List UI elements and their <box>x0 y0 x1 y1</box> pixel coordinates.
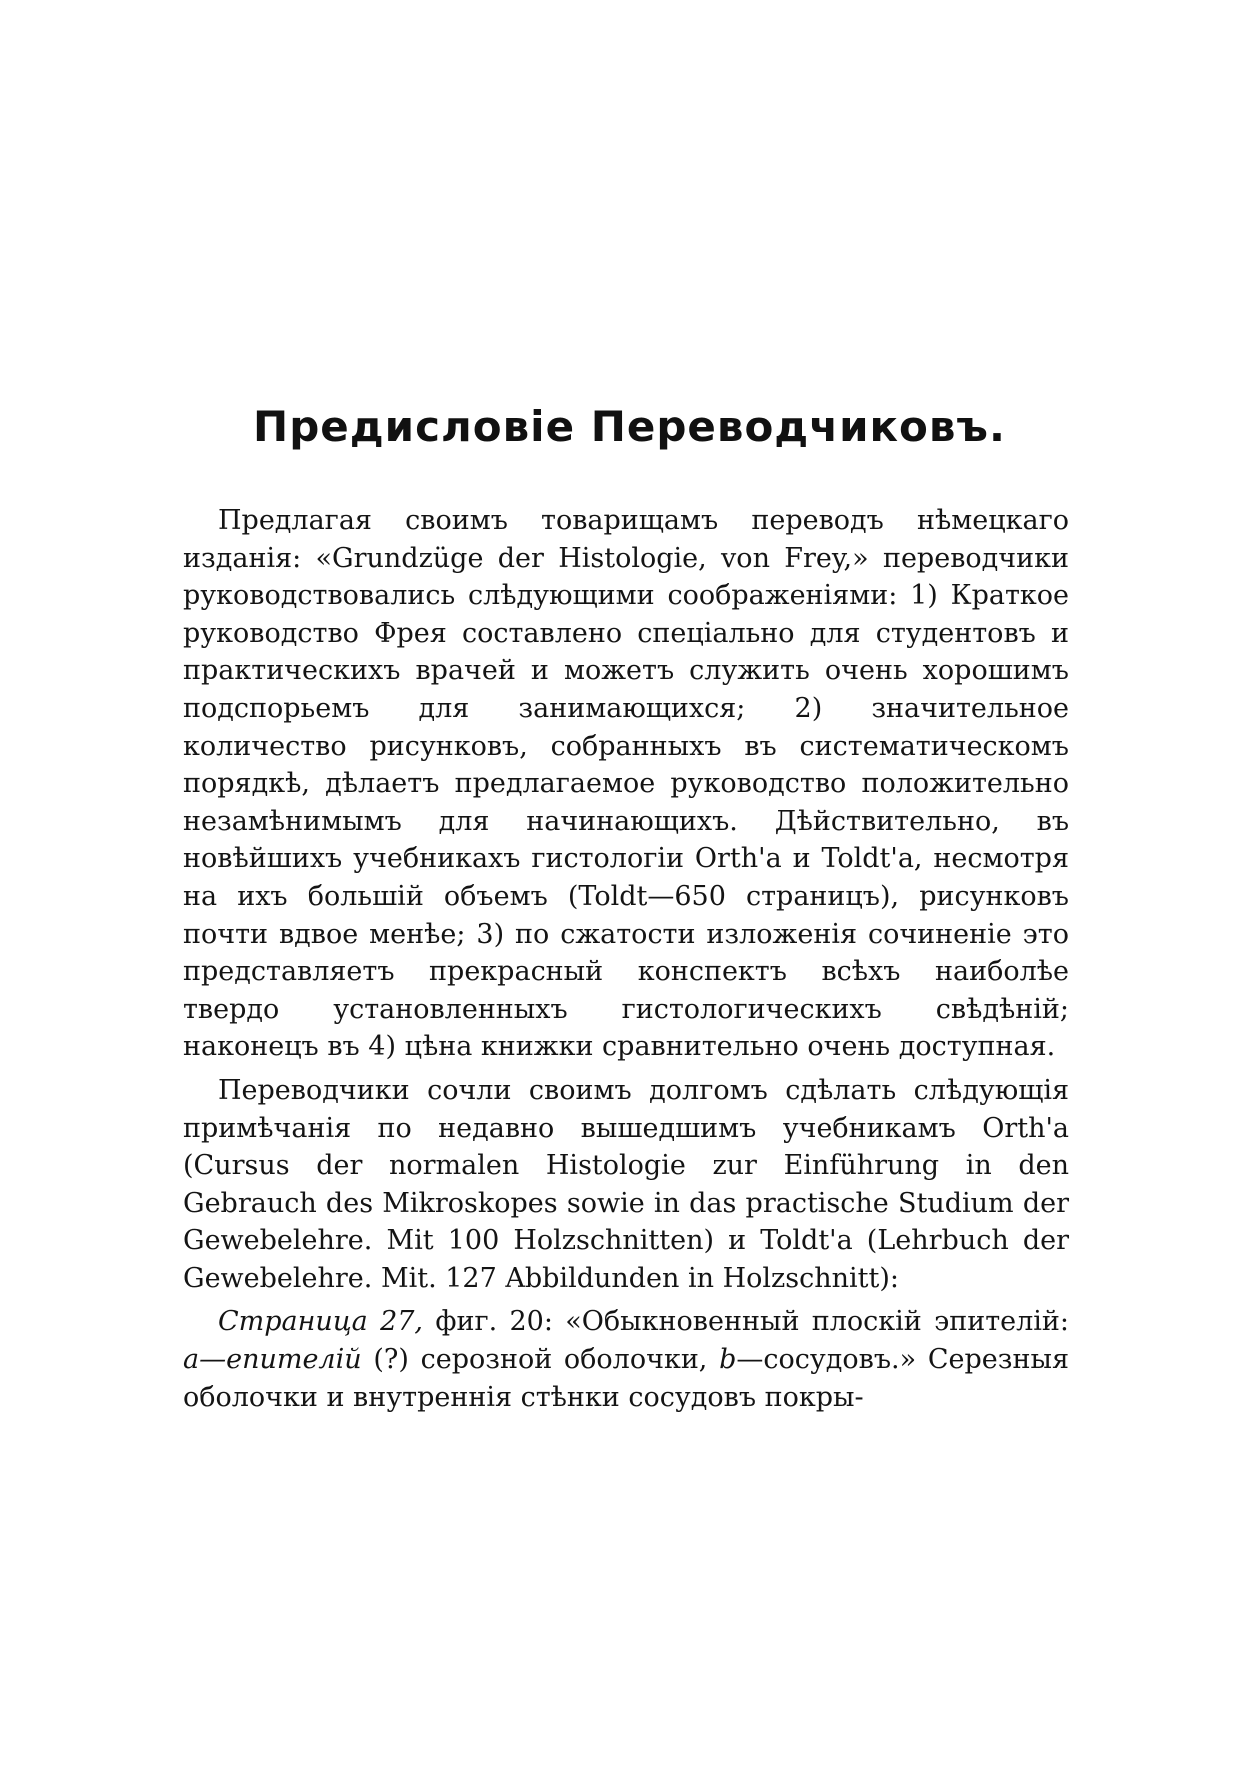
paragraph-2: Переводчики сочли своимъ долгомъ сдѣлать слѣдующія примѣчанія по недавно вышедшимъ учебникамъ Orth'a (Cursus der normalen Histologie zur Einführung in den Gebrauch des Mikroskopes sowie in das practische Studium der Gewebelehre. Mit 100 Holzschnitten) и Toldt'a (Lehrbuch der Gewebelehre. Mit. 127 Abbildunden in Holzschnitt): <box>183 1074 1069 1294</box>
note-label-a: a—епителій <box>183 1344 362 1376</box>
note-page-ref: Страница 27, <box>218 1306 424 1338</box>
paragraph-3-note <box>183 1303 1069 1416</box>
note-text-a: фиг. 20: «Обыкновенный плоскій эпителій: <box>423 1306 1070 1338</box>
note-text-c: —сосудовъ.» Серезныя оболочки и внутреннія стѣнки сосудовъ покры- <box>183 1344 1069 1413</box>
paragraph-1: Предлагая своимъ товарищамъ переводъ нѣмецкаго изданія: «Grundzüge der Histologie, von Frey,» переводчики руководствовались слѣдующими соображеніями: 1) Краткое руководство Фрея составлено спеціально для студентовъ и практическихъ врачей и можетъ служить очень хорошимъ подспорьемъ для занимающихся; 2) значительное количество рисунковъ, собранныхъ въ систематическомъ порядкѣ, дѣлаетъ предлагаемое руководство положительно незамѣнимымъ для начинающихъ. Дѣйствительно, въ новѣйшихъ учебникахъ гистологіи Orth'a и Toldt'a, несмотря на ихъ большій объемъ (Toldt—650 страницъ), рисунковъ почти вдвое менѣе; 3) по сжатости изложенія сочиненіе это представляетъ прекрасный конспектъ всѣхъ наиболѣе твердо установленныхъ гистологическихъ свѣдѣній; наконецъ въ 4) цѣна книжки сравнительно очень доступная. <box>183 505 1069 1063</box>
preface-body <box>183 502 1069 1416</box>
page-title: Предисловіе Переводчиковъ. <box>253 402 1006 451</box>
note-label-b: b <box>719 1344 737 1376</box>
note-text-b: (?) серозной оболочки, <box>361 1344 720 1376</box>
